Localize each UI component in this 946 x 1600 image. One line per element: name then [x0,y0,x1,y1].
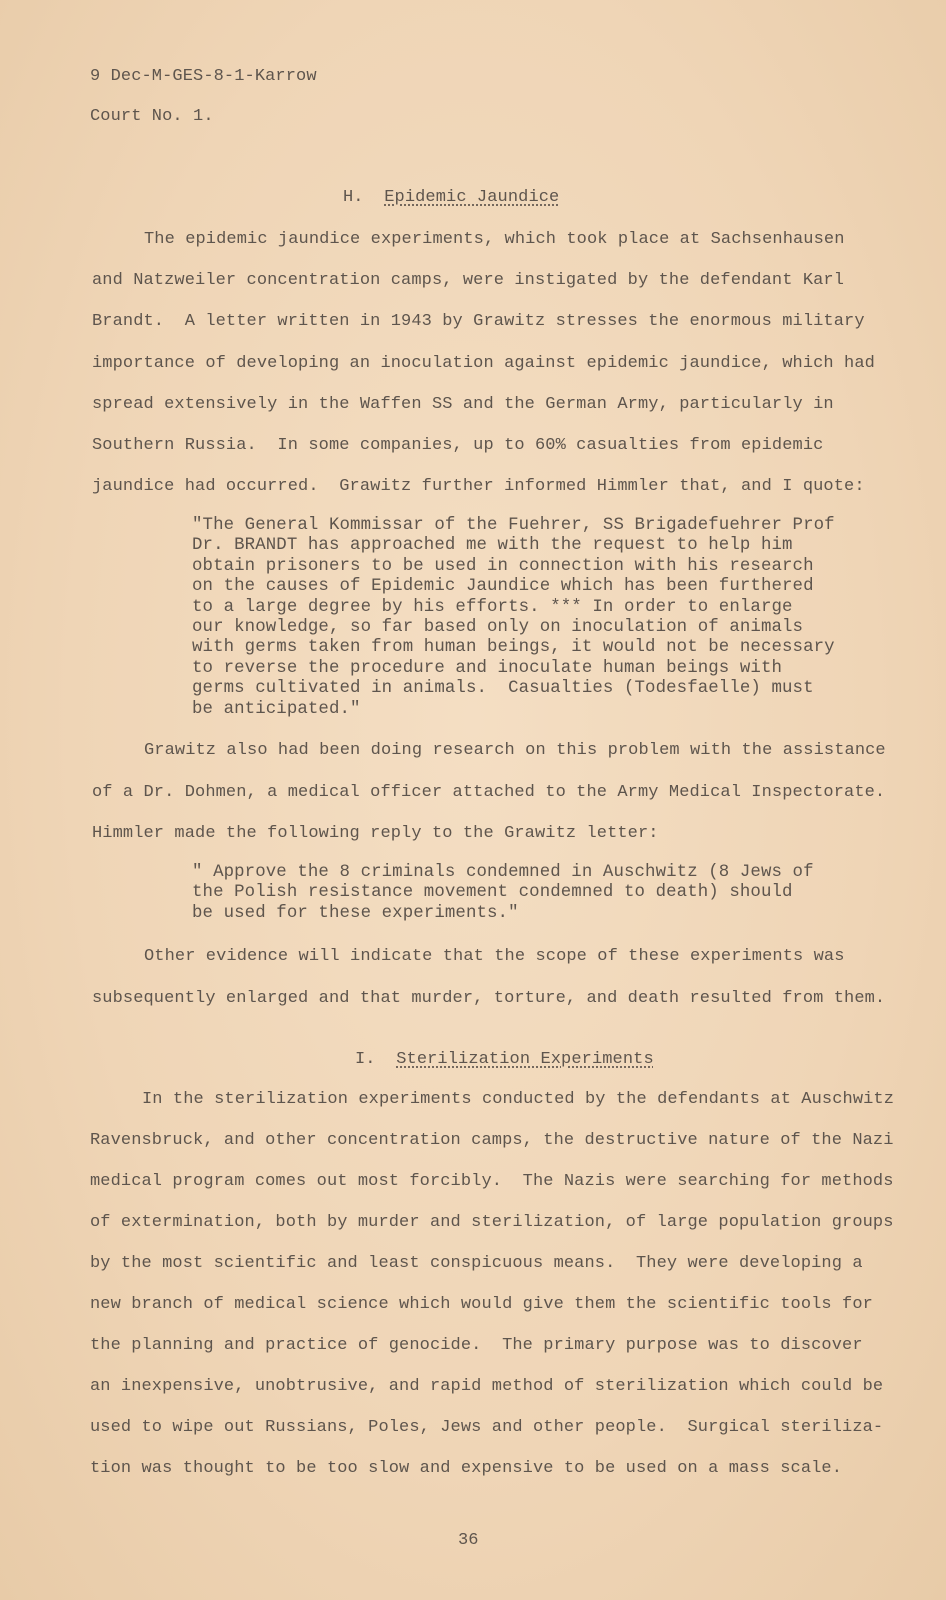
text-line: used to wipe out Russians, Poles, Jews and other people. Surgical steriliza- [90,1418,884,1437]
text-line: Other evidence will indicate that the scope of these experiments was [144,947,845,966]
page-number: 36 [458,1531,479,1550]
text-line: by the most scientific and least conspicuous means. They were developing a [90,1254,863,1273]
text-line: the Polish resistance movement condemned to death) should [192,883,793,903]
text-line: on the causes of Epidemic Jaundice which has been furthered [192,577,814,597]
text-line: an inexpensive, unobtrusive, and rapid method of sterilization which could be [90,1377,884,1396]
section-h-title: Epidemic Jaundice [384,188,560,207]
text-line: subsequently enlarged and that murder, torture, and death resulted from them. [92,988,886,1008]
section-i-number: I. [355,1050,376,1069]
text-line: to reverse the procedure and inoculate human beings with [192,658,783,678]
text-line: germs cultivated in animals. Casualties (Todesfaelle) must [192,679,814,699]
text-line: spread extensively in the Waffen SS and the German Army, particularly in [92,394,834,414]
text-line: of a Dr. Dohmen, a medical officer attached to the Army Medical Inspectorate. [92,782,886,802]
text-line: the planning and practice of genocide. The primary purpose was to discover [90,1336,863,1355]
text-line: obtain prisoners to be used in connection with his research [192,556,814,576]
text-line: " Approve the 8 criminals condemned in Auschwitz (8 Jews of [192,863,814,882]
section-h-number: H. [343,188,364,207]
text-line: of extermination, both by murder and sterilization, of large population groups [90,1213,894,1232]
text-line: The epidemic jaundice experiments, which took place at Sachsenhausen [144,230,845,249]
text-line: importance of developing an inoculation against epidemic jaundice, which had [92,353,875,373]
text-line: Brandt. A letter written in 1943 by Grawitz stresses the enormous military [92,312,865,332]
text-line: with germs taken from human beings, it would not be necessary [192,638,835,658]
section-h-heading [343,188,559,208]
text-line: medical program comes out most forcibly. The Nazis were searching for methods [90,1172,894,1191]
text-line: be used for these experiments." [192,903,519,923]
text-line: "The General Kommissar of the Fuehrer, SS Brigadefuehrer Prof [192,516,835,535]
text-line: to a large degree by his efforts. *** In order to enlarge [192,597,793,617]
text-line: In the sterilization experiments conducted by the defendants at Auschwitz [142,1090,895,1109]
court-number: Court No. 1. [90,107,214,126]
text-line: our knowledge, so far based only on inoculation of animals [192,618,804,637]
text-line: Dr. BRANDT has approached me with the request to help him [192,536,793,556]
text-line: Himmler made the following reply to the Grawitz letter: [92,824,659,843]
document-code: 9 Dec-M-GES-8-1-Karrow [90,67,317,86]
section-i-heading [355,1050,654,1070]
text-line: Grawitz also had been doing research on this problem with the assistance [144,741,886,760]
text-line: Southern Russia. In some companies, up to 60% casualties from epidemic [92,436,824,455]
text-line: new branch of medical science which would give them the scientific tools for [90,1295,873,1314]
text-line: Ravensbruck, and other concentration camps, the destructive nature of the Nazi [90,1131,894,1150]
section-i-title: Sterilization Experiments [396,1050,654,1069]
text-line: jaundice had occurred. Grawitz further informed Himmler that, and I quote: [92,477,865,497]
text-line: tion was thought to be too slow and expensive to be used on a mass scale. [90,1459,843,1478]
text-line: and Natzweiler concentration camps, were instigated by the defendant Karl [92,271,845,291]
text-line: be anticipated." [192,699,361,719]
